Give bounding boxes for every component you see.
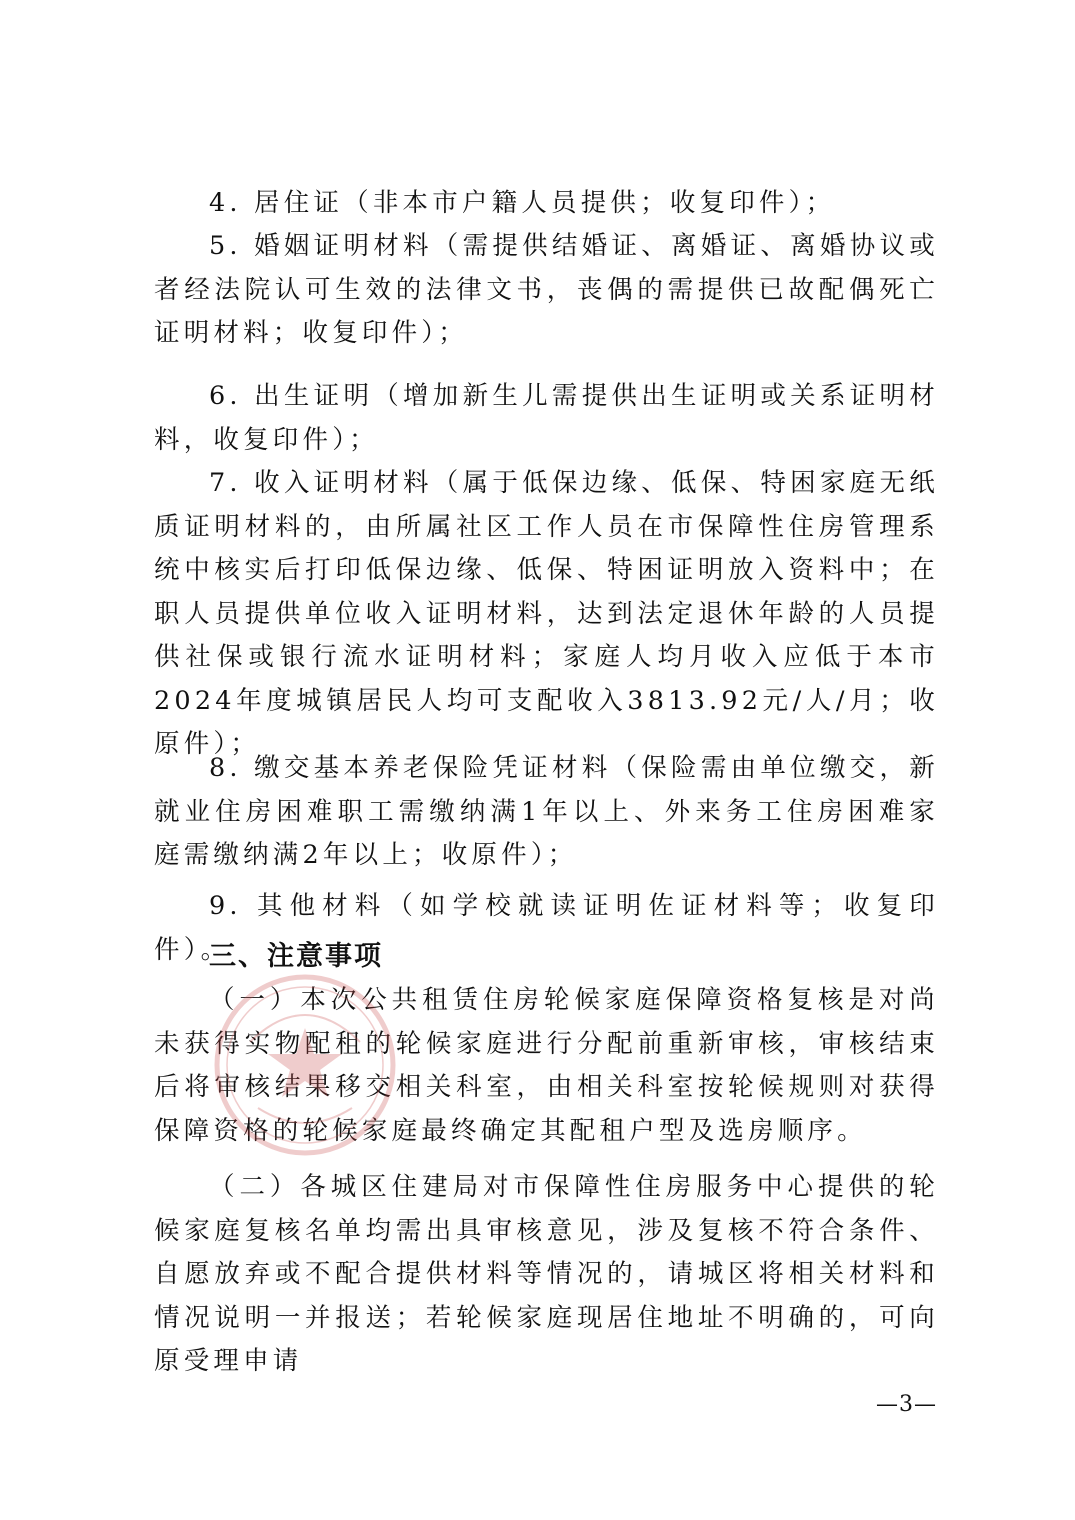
paragraph-item-4: 4. 居住证（非本市户籍人员提供；收复印件）； (209, 188, 836, 218)
paragraph-item-7: 7. 收入证明材料（属于低保边缘、低保、特困家庭无纸质证明材料的，由所属社区工作人员在市保障性住房管理系统中核实后打印低保边缘、低保、特困证明放入资料中；在职人员提供单位收入证明材料，达到法定退休年龄的人员提供社保或银行流水证明材料；家庭人均月收入应低于本市2024年度城镇居民人均可支配收入3813.92元/人/月；收原件）； (154, 468, 939, 759)
paragraph-item-8: 8. 缴交基本养老保险凭证材料（保险需由单位缴交，新就业住房困难职工需缴纳满1年以上、外来务工住房困难家庭需缴纳满2年以上；收原件）； (154, 753, 939, 870)
note-paragraph-1: （一）本次公共租赁住房轮候家庭保障资格复核是对尚未获得实物配租的轮候家庭进行分配前重新审核，审核结束后将审核结果移交相关科室，由相关科室按轮候规则对获得保障资格的轮候家庭最终确定其配租户型及选房顺序。 (154, 985, 939, 1146)
page-number: —3— (876, 1392, 937, 1417)
section-heading: 三、注意事项 (209, 941, 383, 972)
note-paragraph-2: （二）各城区住建局对市保障性住房服务中心提供的轮候家庭复核名单均需出具审核意见，涉及复核不符合条件、自愿放弃或不配合提供材料等情况的，请城区将相关材料和情况说明一并报送；若轮候家庭现居住地址不明确的，可向原受理申请 (154, 1172, 939, 1376)
paragraph-item-9: 9. 其他材料（如学校就读证明佐证材料等；收复印件）。 (154, 891, 939, 965)
paragraph-item-5: 5. 婚姻证明材料（需提供结婚证、离婚证、离婚协议或者经法院认可生效的法律文书，丧偶的需提供已故配偶死亡证明材料；收复印件）； (154, 231, 939, 348)
paragraph-item-6: 6. 出生证明（增加新生儿需提供出生证明或关系证明材料，收复印件）； (154, 381, 939, 455)
